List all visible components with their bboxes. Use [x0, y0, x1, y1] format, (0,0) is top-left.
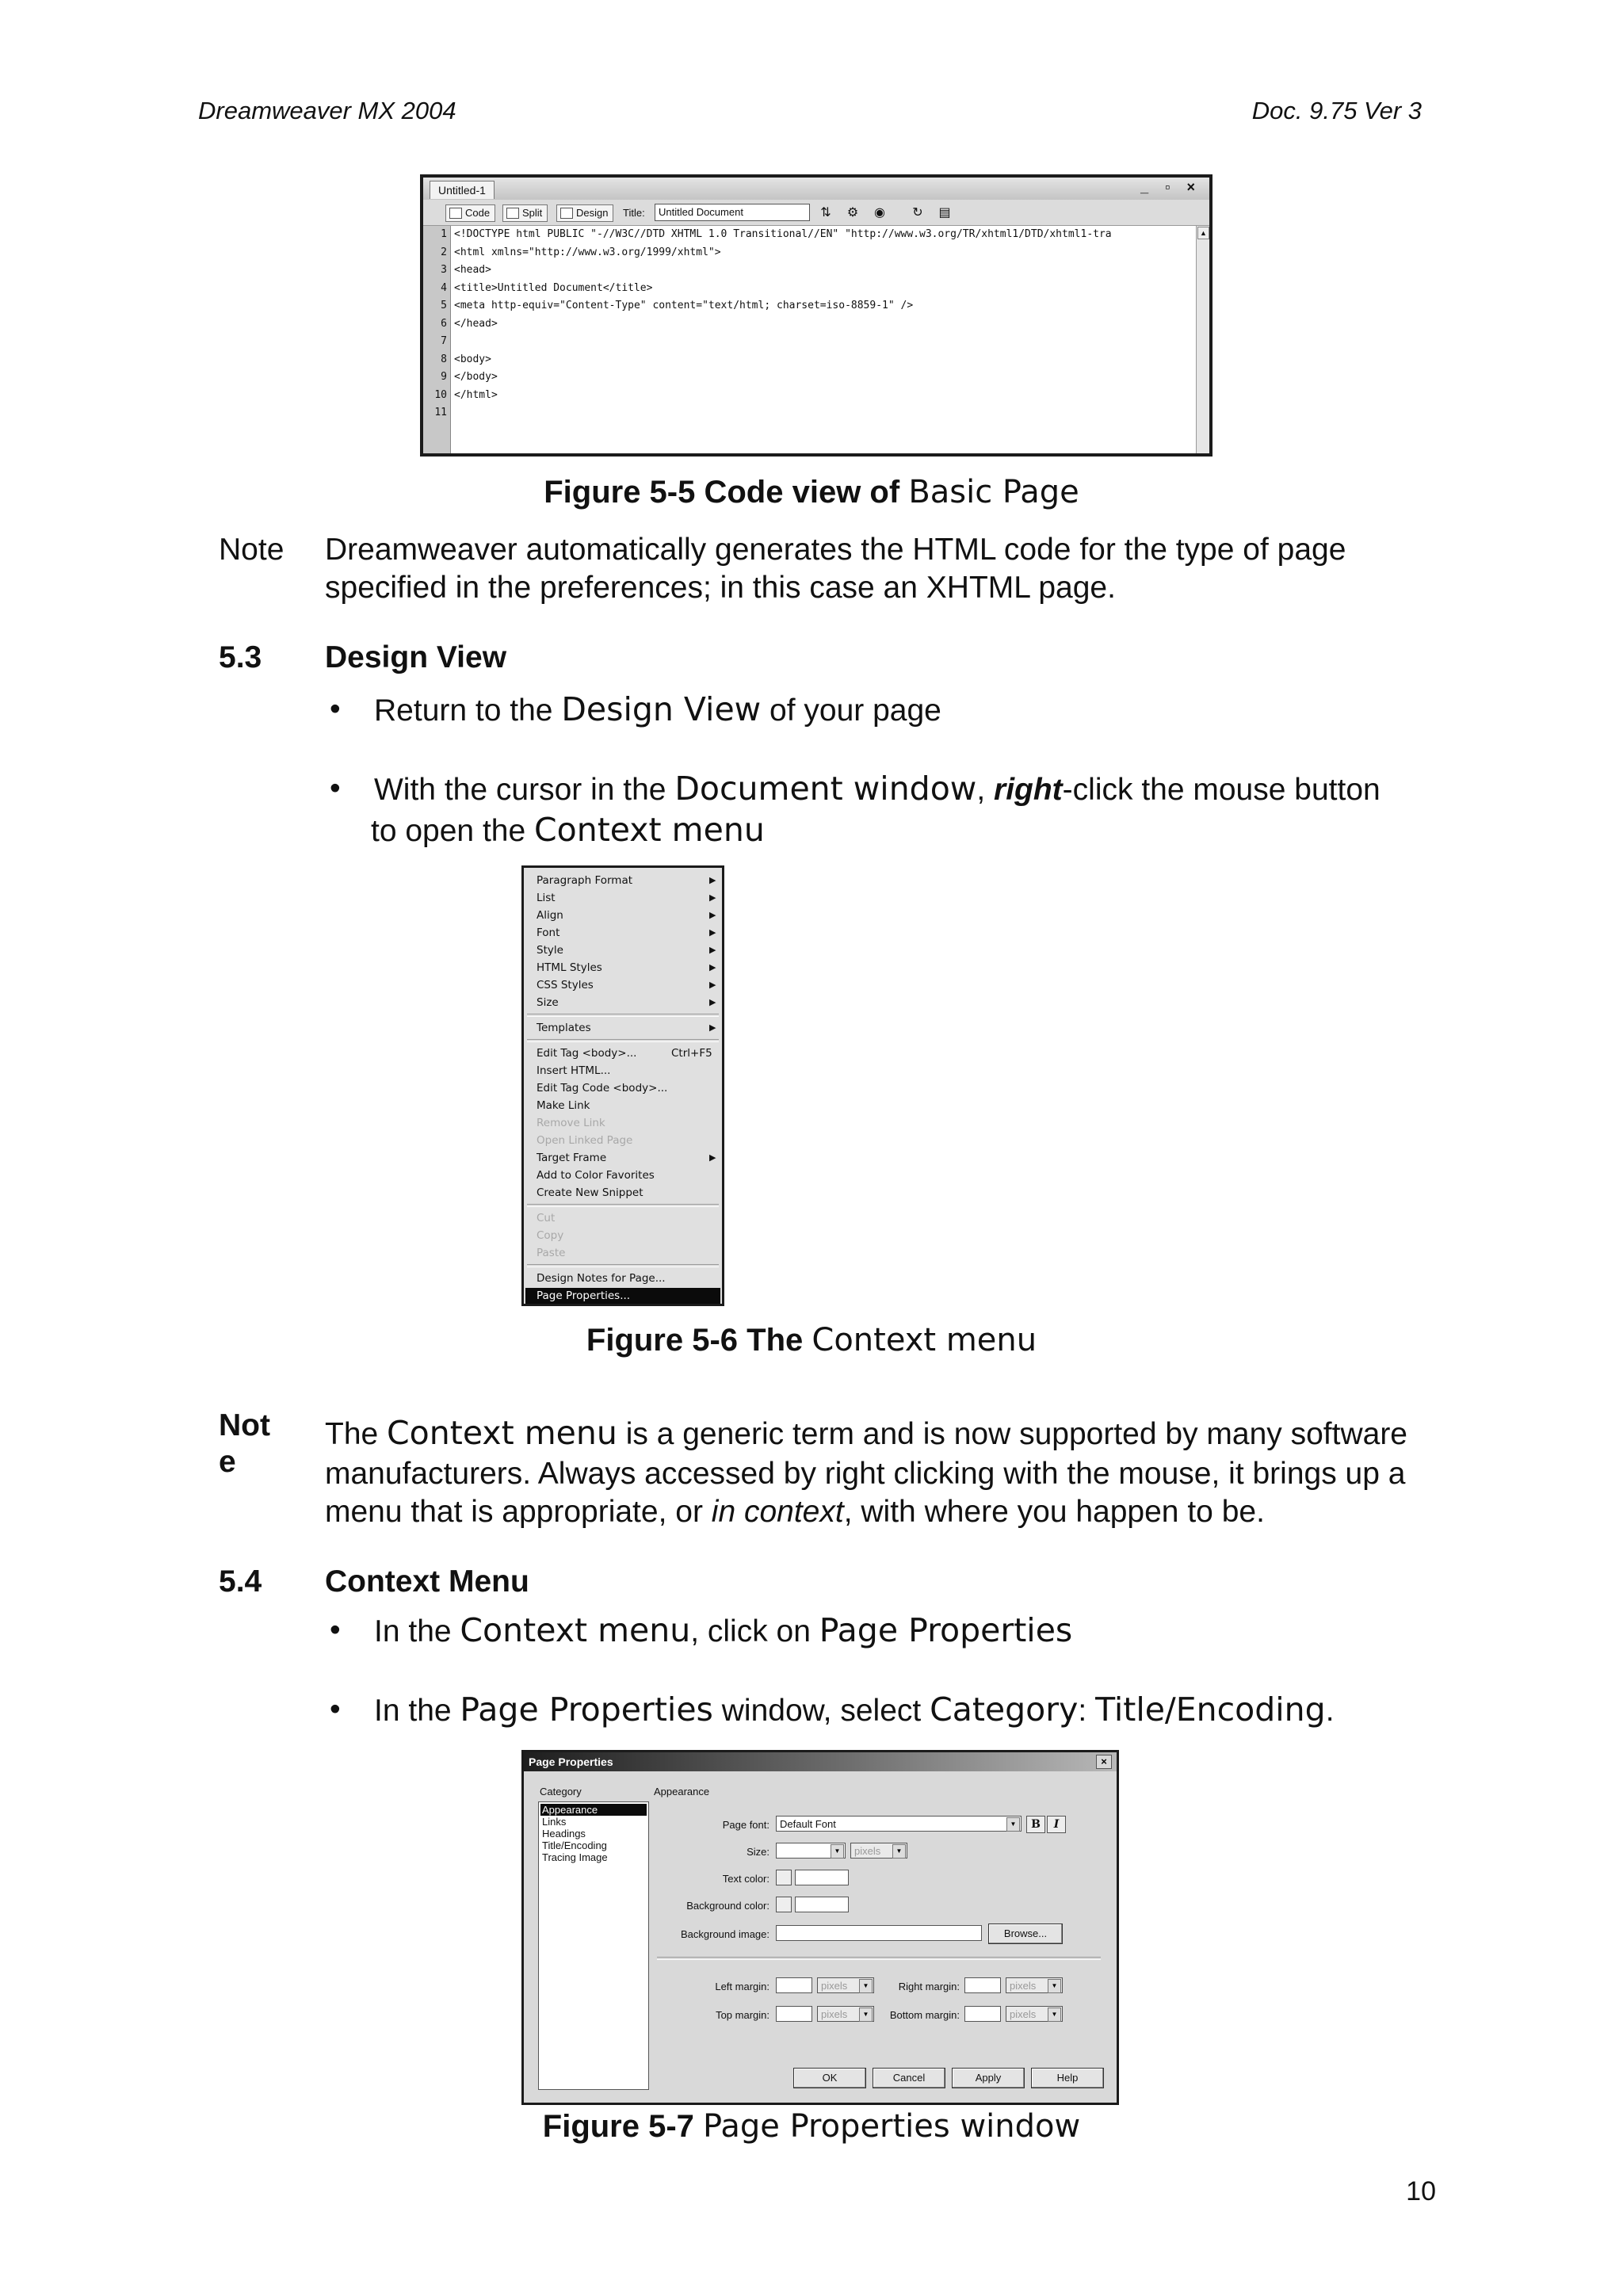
vertical-scrollbar[interactable]: [1196, 226, 1209, 453]
code-line[interactable]: <html xmlns="http://www.w3.org/1999/xhtml">: [454, 246, 721, 258]
apply-button[interactable]: Apply: [952, 2068, 1025, 2088]
document-titlebar: [423, 178, 1209, 201]
design-view-button[interactable]: Design: [556, 204, 613, 222]
chevron-down-icon: ▼: [1048, 1979, 1061, 1993]
chevron-down-icon: ▼: [892, 1844, 906, 1859]
line-number: 10: [434, 388, 447, 401]
submenu-arrow-icon: ▶: [709, 997, 716, 1007]
chevron-down-icon: ▼: [1006, 1817, 1020, 1832]
right-margin-unit-select[interactable]: pixels ▼: [1006, 1977, 1063, 1993]
note-line-1: Dreamweaver automatically generates the HTML code for the type of page: [325, 533, 1346, 567]
page-properties-dialog: [521, 1750, 1119, 2105]
menu-separator: [527, 1264, 719, 1267]
submenu-arrow-icon: ▶: [709, 1022, 716, 1033]
code-line[interactable]: </head>: [454, 317, 498, 330]
section-number: 5.4: [219, 1564, 262, 1599]
submenu-arrow-icon: ▶: [709, 962, 716, 972]
submenu-arrow-icon: ▶: [709, 980, 716, 990]
bold-button[interactable]: B: [1026, 1816, 1045, 1833]
line-number: 11: [434, 407, 447, 418]
context-menu-item[interactable]: Templates ▶: [537, 1022, 716, 1034]
chevron-down-icon: ▼: [859, 1979, 873, 1993]
document-tab[interactable]: Untitled-1: [430, 181, 495, 199]
title-label: Title:: [623, 207, 645, 219]
context-menu-item: Paste: [537, 1247, 566, 1259]
background-image-label: Background image:: [680, 1928, 769, 1940]
bullet-icon: •: [330, 771, 341, 805]
context-menu-item[interactable]: Size ▶: [537, 996, 716, 1009]
context-menu-item[interactable]: Make Link: [537, 1099, 590, 1112]
line-number: 8: [441, 353, 447, 365]
category-item[interactable]: Title/Encoding: [542, 1839, 607, 1851]
chevron-down-icon: ▼: [1048, 2008, 1061, 2022]
split-view-button[interactable]: Split: [502, 204, 548, 222]
figure-5-5-caption: Figure 5-5 Code view of Basic Page: [544, 474, 1079, 510]
submenu-arrow-icon: ▶: [709, 945, 716, 955]
context-menu-screenshot: [521, 865, 724, 1306]
menu-separator: [527, 1014, 719, 1017]
context-menu-item: Remove Link: [537, 1117, 605, 1129]
line-number-gutter: [423, 226, 451, 453]
refresh-icon[interactable]: ↻: [912, 206, 923, 220]
line-number: 9: [441, 371, 447, 383]
split-icon: [506, 208, 519, 219]
design-icon: [560, 208, 573, 219]
code-line[interactable]: <body>: [454, 353, 491, 365]
text-color-input[interactable]: [795, 1870, 849, 1885]
view-options-icon[interactable]: ▤: [938, 206, 951, 220]
menu-shortcut: Ctrl+F5: [671, 1047, 712, 1060]
context-menu-item[interactable]: Add to Color Favorites: [537, 1169, 655, 1182]
top-margin-input[interactable]: [776, 2006, 812, 2022]
context-menu-item[interactable]: List ▶: [537, 892, 716, 904]
background-color-swatch[interactable]: [776, 1897, 792, 1912]
category-item[interactable]: Appearance: [540, 1804, 647, 1816]
bullet-icon: •: [330, 1692, 341, 1726]
submenu-arrow-icon: ▶: [709, 927, 716, 938]
check-browser-icon[interactable]: ⚙: [846, 206, 859, 220]
context-menu-item[interactable]: HTML Styles ▶: [537, 961, 716, 974]
line-number: 4: [441, 281, 447, 294]
left-margin-input[interactable]: [776, 1977, 812, 1993]
document-toolbar: [423, 200, 1209, 226]
document-title-input[interactable]: Untitled Document: [655, 204, 810, 221]
category-item[interactable]: Links: [542, 1816, 567, 1828]
context-menu-item: Cut: [537, 1212, 556, 1224]
running-header-right: Doc. 9.75 Ver 3: [1251, 97, 1422, 124]
background-color-label: Background color:: [686, 1900, 769, 1912]
italic-button[interactable]: I: [1047, 1816, 1066, 1833]
bottom-margin-input[interactable]: [964, 2006, 1001, 2022]
left-margin-unit-select[interactable]: pixels ▼: [817, 1977, 874, 1993]
cancel-button[interactable]: Cancel: [873, 2068, 945, 2088]
size-unit-select[interactable]: pixels ▼: [850, 1843, 907, 1859]
code-view-screenshot: [420, 174, 1212, 457]
page-number: 10: [1406, 2176, 1436, 2206]
top-margin-unit-select[interactable]: pixels ▼: [817, 2006, 874, 2022]
close-icon[interactable]: ×: [1096, 1755, 1112, 1769]
menu-separator: [527, 1039, 719, 1042]
line-number: 2: [441, 246, 447, 258]
line-number: 1: [441, 228, 447, 240]
category-list[interactable]: [538, 1801, 649, 2090]
note-2-line-1: The Context menu is a generic term and is now supported by many software: [325, 1414, 1407, 1452]
preview-in-browser-icon[interactable]: ◉: [874, 206, 885, 220]
page-font-select[interactable]: Default Font ▼: [776, 1816, 1022, 1832]
browse-button[interactable]: Browse...: [988, 1924, 1063, 1944]
context-menu-item[interactable]: Target Frame ▶: [537, 1152, 716, 1164]
context-menu-item[interactable]: Align ▶: [537, 909, 716, 922]
chevron-down-icon: ▼: [831, 1844, 844, 1859]
submenu-arrow-icon: ▶: [709, 875, 716, 885]
bullet-icon: •: [330, 692, 341, 726]
code-line[interactable]: </html>: [454, 388, 498, 401]
top-margin-label: Top margin:: [716, 2009, 769, 2021]
background-color-input[interactable]: [795, 1897, 849, 1912]
submenu-arrow-icon: ▶: [709, 910, 716, 920]
file-management-icon[interactable]: ⇅: [820, 206, 831, 220]
scroll-up-icon[interactable]: ▲: [1197, 227, 1209, 239]
context-menu-item[interactable]: Font ▶: [537, 926, 716, 939]
context-menu-item[interactable]: Edit Tag <body>... Ctrl+F5: [537, 1047, 712, 1060]
line-number: 5: [441, 300, 447, 311]
menu-separator: [527, 1204, 719, 1207]
appearance-heading: Appearance: [654, 1786, 710, 1797]
window-controls[interactable]: _ ▫ ×: [1140, 179, 1201, 195]
text-color-swatch[interactable]: [776, 1870, 792, 1885]
code-line[interactable]: <head>: [454, 264, 491, 276]
dialog-titlebar: Page Properties: [524, 1752, 1117, 1771]
section-number: 5.3: [219, 640, 262, 674]
line-number: 3: [441, 264, 447, 276]
page-font-label: Page font:: [722, 1819, 769, 1831]
figure-5-6-caption: Figure 5-6 The Context menu: [586, 1322, 1037, 1358]
context-menu-item[interactable]: Page Properties...: [525, 1288, 720, 1304]
context-menu-item: Open Linked Page: [537, 1134, 633, 1147]
submenu-arrow-icon: ▶: [709, 1152, 716, 1163]
ok-button[interactable]: OK: [793, 2068, 866, 2088]
note-label: Note: [219, 533, 285, 567]
figure-5-7-caption: Figure 5-7 Page Properties window: [542, 2108, 1081, 2145]
context-menu-item[interactable]: Style ▶: [537, 944, 716, 957]
code-line[interactable]: <!DOCTYPE html PUBLIC "-//W3C//DTD XHTML 1.0 Transitional//EN" "http://www.w3.org/TR/xhtml1/DTD/xhtml1-tra: [454, 228, 1112, 240]
note-label: Not e: [219, 1408, 270, 1479]
divider: [657, 1957, 1101, 1960]
submenu-arrow-icon: ▶: [709, 892, 716, 903]
context-menu-item[interactable]: Create New Snippet: [537, 1186, 643, 1199]
line-number: 6: [441, 317, 447, 330]
right-margin-label: Right margin:: [898, 1981, 960, 1992]
size-label: Size:: [747, 1846, 769, 1858]
category-item[interactable]: Headings: [542, 1828, 586, 1839]
note-line-2: specified in the preferences; in this case an XHTML page.: [325, 571, 1116, 605]
context-menu-item[interactable]: Edit Tag Code <body>...: [537, 1082, 668, 1095]
context-menu-item[interactable]: Design Notes for Page...: [537, 1272, 666, 1285]
section-title: Context Menu: [325, 1564, 529, 1599]
code-line[interactable]: </body>: [454, 371, 498, 383]
category-item[interactable]: Tracing Image: [542, 1851, 608, 1863]
note-2-line-2: manufacturers. Always accessed by right clicking with the mouse, it brings up a: [325, 1457, 1406, 1491]
code-icon: [449, 208, 462, 219]
context-menu-item[interactable]: CSS Styles ▶: [537, 979, 716, 991]
help-button[interactable]: Help: [1031, 2068, 1104, 2088]
context-menu-item[interactable]: Insert HTML...: [537, 1064, 611, 1077]
code-line[interactable]: <meta http-equiv="Content-Type" content="text/html; charset=iso-8859-1" />: [454, 300, 914, 311]
bottom-margin-unit-select[interactable]: pixels ▼: [1006, 2006, 1063, 2022]
size-select[interactable]: [776, 1843, 846, 1859]
running-header-left: Dreamweaver MX 2004: [198, 97, 456, 124]
chevron-down-icon: ▼: [859, 2008, 873, 2022]
context-menu-item: Copy: [537, 1229, 564, 1242]
note-2-line-3: menu that is appropriate, or in context, with where you happen to be.: [325, 1495, 1265, 1529]
background-image-input[interactable]: [776, 1925, 982, 1941]
category-label: Category: [540, 1786, 582, 1797]
text-color-label: Text color:: [722, 1873, 769, 1885]
line-number: 7: [441, 335, 447, 347]
code-line[interactable]: <title>Untitled Document</title>: [454, 281, 653, 294]
code-editor[interactable]: [451, 226, 1209, 453]
bottom-margin-label: Bottom margin:: [889, 2009, 960, 2021]
code-view-button[interactable]: Code: [445, 204, 495, 222]
bullet-icon: •: [330, 1613, 341, 1647]
context-menu-item[interactable]: Paragraph Format ▶: [537, 874, 716, 887]
left-margin-label: Left margin:: [715, 1981, 769, 1992]
section-title: Design View: [325, 640, 507, 674]
right-margin-input[interactable]: [964, 1977, 1001, 1993]
